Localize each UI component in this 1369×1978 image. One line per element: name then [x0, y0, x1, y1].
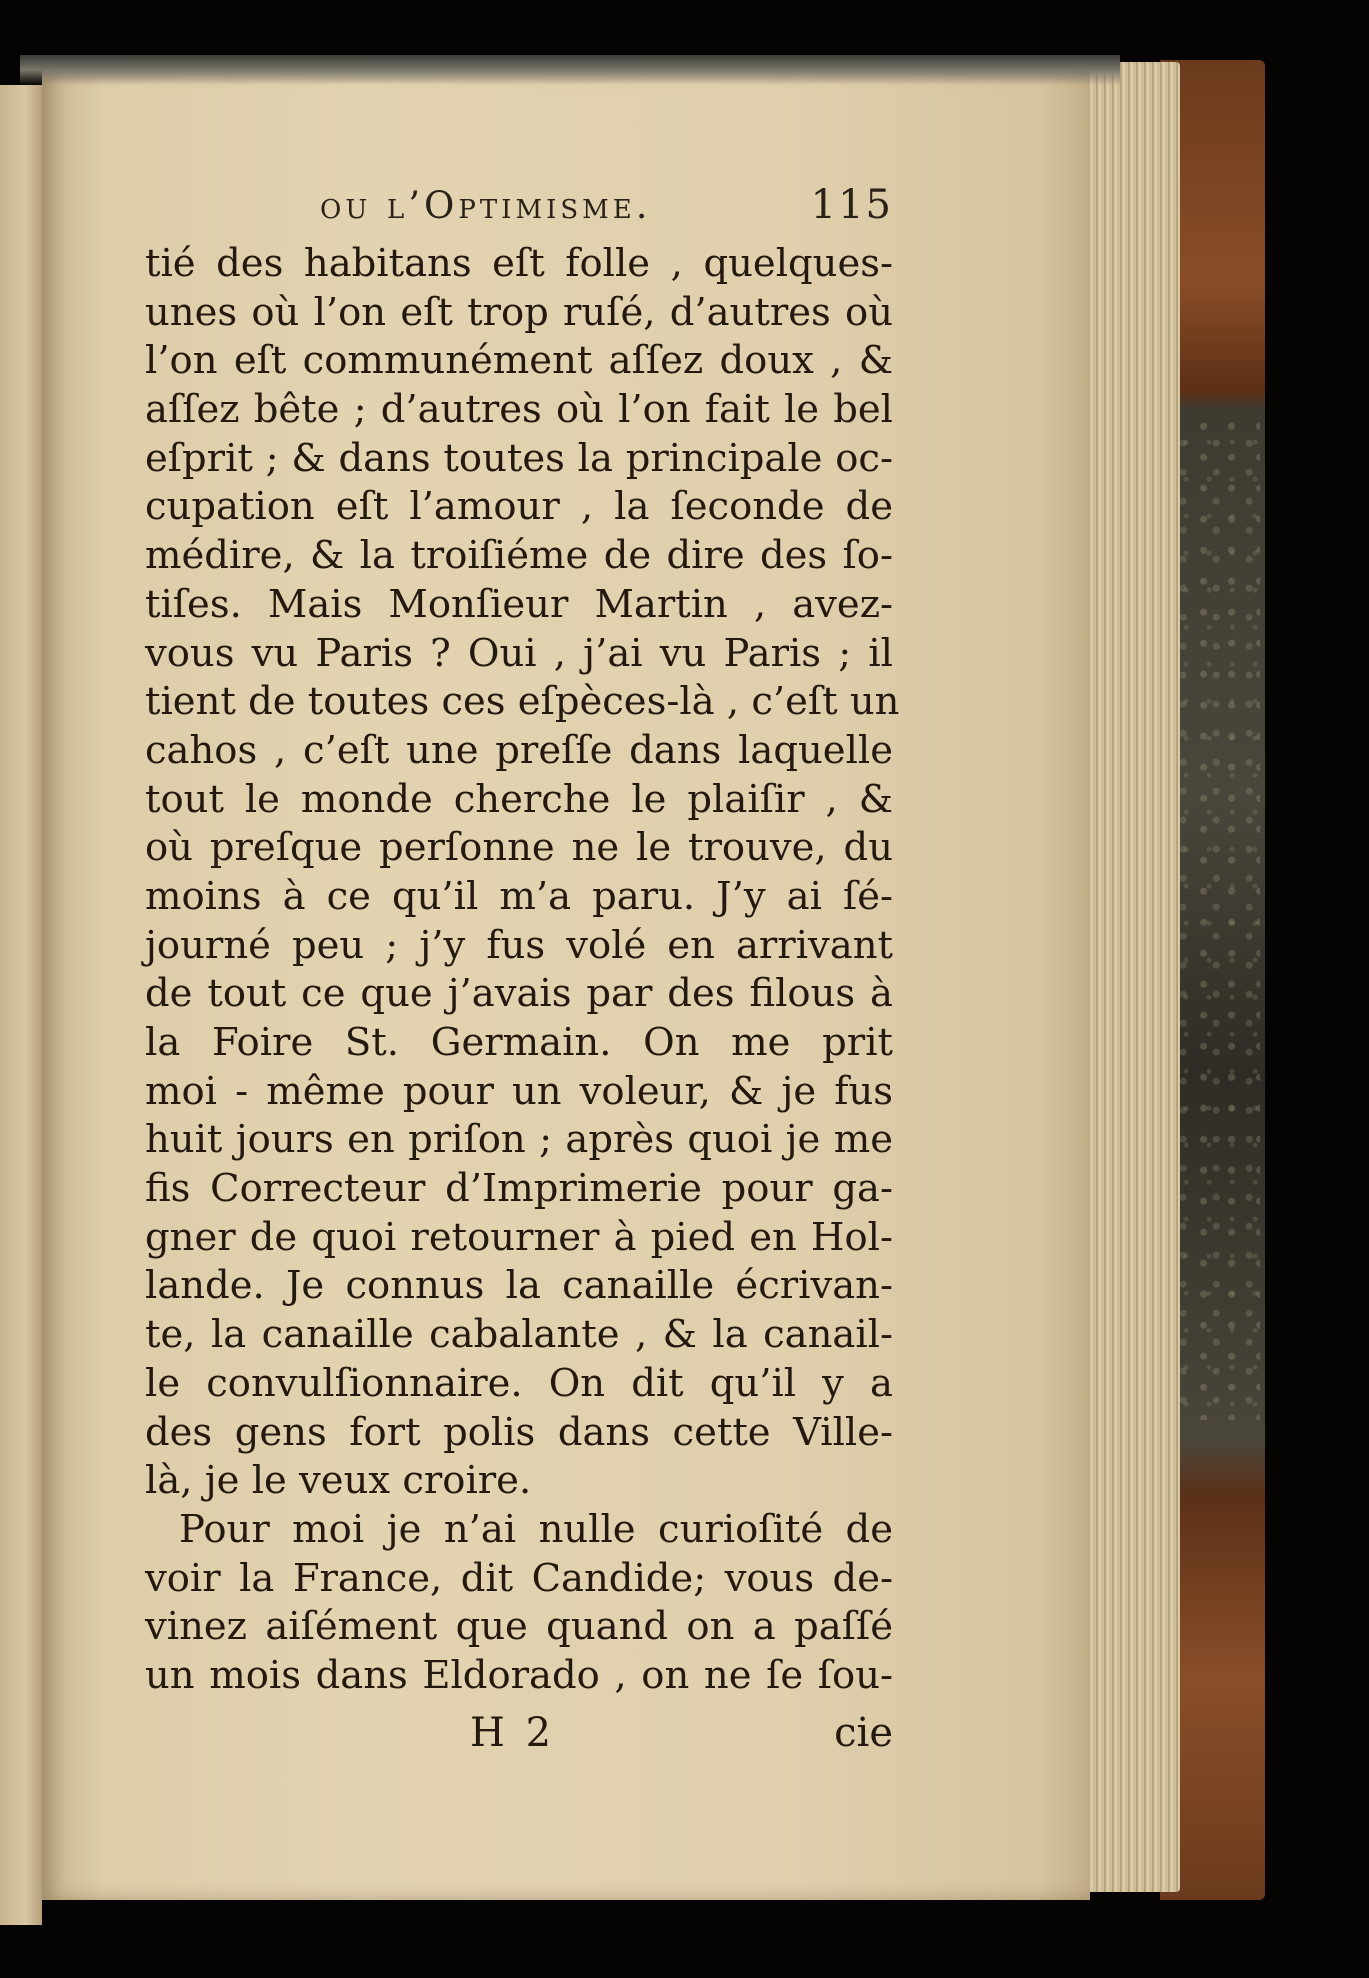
- page-top-shadow: [20, 55, 1120, 85]
- running-title: ou l’Optimisme.: [320, 184, 652, 227]
- text-line: un mois dans Eldorado , on ne ſe ſou-: [145, 1652, 893, 1698]
- text-line: cahos , c’eſt une preſſe dans laquelle: [145, 727, 893, 773]
- marbled-cover-pattern: [1170, 420, 1260, 1420]
- text-line: des gens fort polis dans cette Ville-: [145, 1409, 893, 1455]
- text-line: lande. Je connus la canaille écrivan-: [145, 1263, 893, 1309]
- text-line: cupation eſt l’amour , la ſeconde de: [145, 484, 893, 530]
- text-line: unes où l’on eſt trop ruſé, d’autres où: [145, 289, 893, 335]
- text-line: vinez aiſément que quand on a paſſé: [145, 1604, 893, 1650]
- text-line: journé peu ; j’y fus volé en arrivant: [145, 922, 893, 968]
- text-line: l’on eſt communément aſſez doux , &: [145, 338, 893, 384]
- text-line: la Foire St. Germain. On me prit: [145, 1020, 893, 1065]
- text-line: tout le monde cherche le plaiſir , &: [145, 776, 893, 822]
- page-edges: [1085, 62, 1180, 1892]
- text-line: Pour moi je n’ai nulle curioſité de: [179, 1506, 893, 1552]
- text-line: voir la France, dit Candide; vous de-: [145, 1555, 893, 1601]
- text-line: où preſque perſonne ne le trouve, du: [145, 825, 893, 871]
- text-line: moi - même pour un voleur, & je fus: [145, 1068, 893, 1114]
- text-line: tié des habitans eſt folle , quelques-: [145, 241, 893, 286]
- text-line: eſprit ; & dans toutes la principale oc-: [145, 435, 893, 481]
- text-line: tient de toutes ces eſpèces-là , c’eſt un: [145, 679, 900, 725]
- text-line: moins à ce qu’il m’a paru. J’y ai ſé-: [145, 873, 893, 919]
- facing-page-edge: [0, 85, 42, 1925]
- text-line: le convulſionnaire. On dit qu’il y a: [145, 1360, 893, 1406]
- page-number: 115: [810, 182, 893, 228]
- signature-mark: H 2: [470, 1710, 556, 1756]
- text-line: gner de quoi retourner à pied en Hol-: [145, 1214, 893, 1260]
- text-line: vous vu Paris ? Oui , j’ai vu Paris ; il: [145, 630, 893, 676]
- text-line: médire, & la troiſiéme de dire des ſo-: [145, 533, 893, 579]
- text-line: huit jours en priſon ; après quoi je me: [145, 1117, 893, 1163]
- text-line: te, la canaille cabalante , & la canail-: [145, 1312, 893, 1358]
- text-line: fis Correcteur d’Imprimerie pour ga-: [145, 1166, 893, 1212]
- text-line: là, je le veux croire.: [145, 1458, 532, 1504]
- text-line: aſſez bête ; d’autres où l’on fait le bel: [145, 387, 893, 433]
- running-head: [145, 178, 893, 238]
- catchword: cie: [834, 1710, 893, 1756]
- text-line: tiſes. Mais Monſieur Martin , avez-: [145, 581, 893, 627]
- body-text: [145, 240, 900, 1701]
- text-line: de tout ce que j’avais par des filous à: [145, 971, 893, 1017]
